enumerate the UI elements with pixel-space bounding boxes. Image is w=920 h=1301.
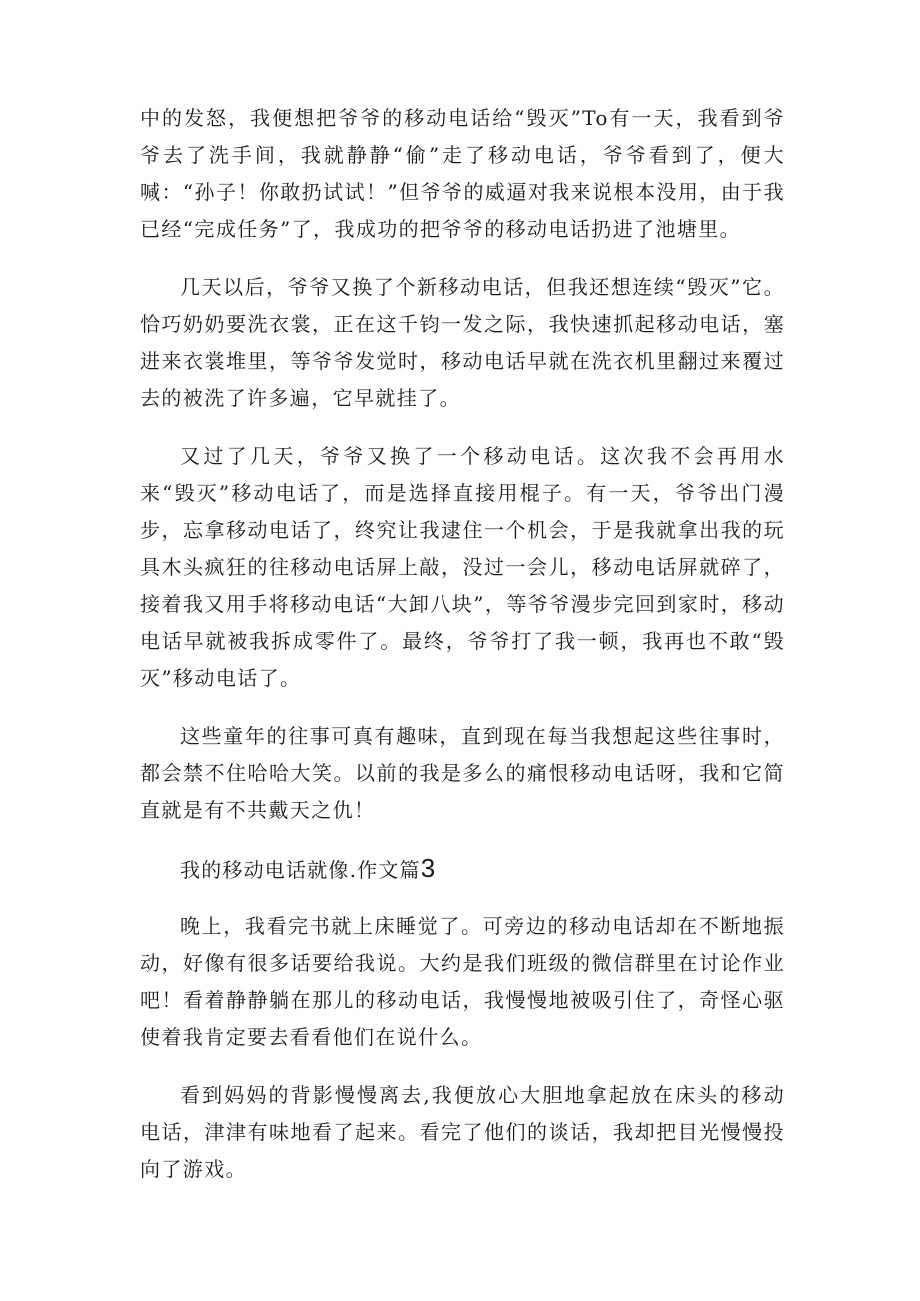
section-heading-number: 3 (420, 853, 437, 883)
document-page (140, 100, 785, 1188)
paragraph: 又过了几天，爷爷又换了一个移动电话。这次我不会再用水来“毁灭”移动电话了，而是选择直接用棍子。有一天，爷爷出门漫步，忘拿移动电话了，终究让我逮住一个机会，于是我就拿出我的玩具木头疯狂的往移动电话屏上敲，没过一会儿，移动电话屏就碎了，接着我又用手将移动电话“大卸八块”，等爷爷漫步完回到家时，移动电话早就被我拆成零件了。最终，爷爷打了我一顿，我再也不敢“毁灭”移动电话了。 (140, 444, 785, 690)
paragraph: 这些童年的往事可真有趣味，直到现在每当我想起这些往事时，都会禁不住哈哈大笑。以前的我是多么的痛恨移动电话呀，我和它简直就是有不共戴天之仇！ (140, 724, 785, 822)
section-heading (140, 850, 785, 889)
paragraph: 看到妈妈的背影慢慢离去,我便放心大胆地拿起放在床头的移动电话，津津有味地看了起来。看完了他们的谈话，我却把目光慢慢投向了游戏。 (140, 1083, 785, 1181)
paragraph: 几天以后，爷爷又换了个新移动电话，但我还想连续“毁灭”它。恰巧奶奶要洗衣裳，正在这千钧一发之际，我快速抓起移动电话，塞进来衣裳堆里，等爷爷发觉时，移动电话早就在洗衣机里翻过来覆过去的被洗了许多遍，它早就挂了。 (140, 275, 785, 410)
paragraph: 中的发怒，我便想把爷爷的移动电话给“毁灭”To有一天，我看到爷爷去了洗手间，我就静静“偷”走了移动电话，爷爷看到了，便大喊：“孙子！你敢扔试试！”但爷爷的威逼对我来说根本没用，由于我已经“完成任务”了，我成功的把爷爷的移动电话扔进了池塘里。 (140, 106, 785, 241)
section-heading-text: 我的移动电话就像.作文篇 (180, 858, 421, 882)
paragraph: 晚上，我看完书就上床睡觉了。可旁边的移动电话却在不断地振动，好像有很多话要给我说。大约是我们班级的微信群里在讨论作业吧！看着静静躺在那儿的移动电话，我慢慢地被吸引住了，奇怪心驱使着我肯定要去看看他们在说什么。 (140, 914, 785, 1049)
